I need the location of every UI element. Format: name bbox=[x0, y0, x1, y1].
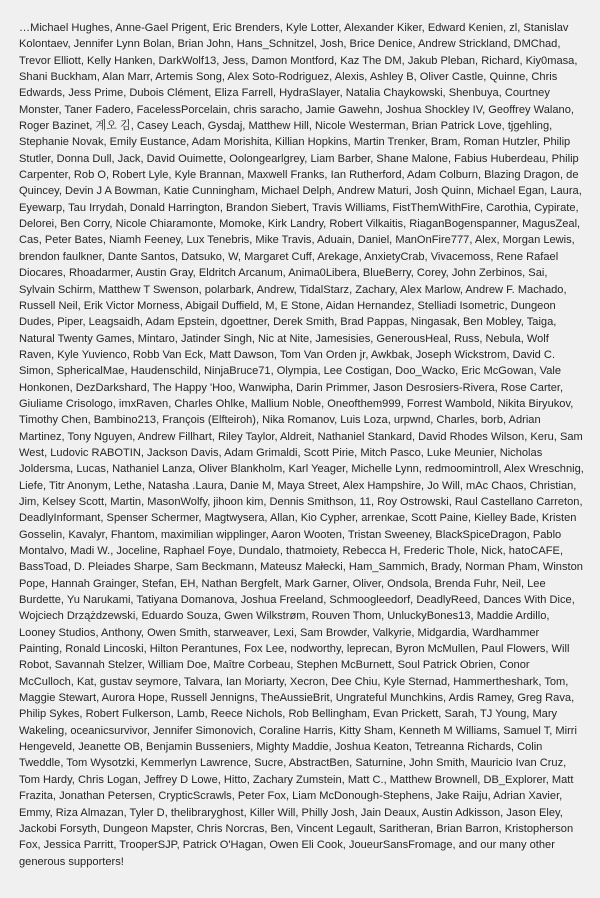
supporters-list-text: …Michael Hughes, Anne-Gael Prigent, Eric Brenders, Kyle Lotter, Alexander Kiker, Edward Kenien, zl, Stanislav Kolontaev, Jennifer Lynn Bolan, Brian John, Hans_Schnitzel, Josh, Brice Denice, Andrew Strickland, DMChad, Trevor Elliott, Kelly Hanken, DarkWolf13, Jess, Damon Montford, Kaz The DM, Jakub Pleban, Richard, Kiy0masa, Shani Buckham, Alan Marr, Artemis Song, Alex Soto-Rodriguez, Alexis, Ashley B, Oliver Castle, Quinne, Chris Edwards, Jess Prime, Dubois Clément, Eliza Farrell, HydraSlayer, Natalia Chaykowski, Shenbuya, Courtney Monster, Taner Fadero, FacelessPorcelain, chris saracho, Jamie Gawehn, Joshua Shockley IV, Geoffrey Walano, Roger Bazinet, 계오 김, Casey Leach, Gysdaj, Matthew Hill, Nicole Westerman, Brian Patrick Love, tjgehling, Stephanie Novak, Emily Eustance, Adam Morishita, Killian Hopkins, Martin Trenker, Bram, Roman Hutzler, Philip Stutler, Donna Dull, Jack, David Ouimette, Oolongearlgrey, Liam Barber, Shane Malone, Fabius Huberdeau, Philip Carpenter, Rob O, Robert Lyle, Kyle Brannan, Maxwell Franks, Ian Rutherford, Adam Colburn, Blazing Dragon, de Quincey, Devin J A Bowman, Katie Cunningham, Michael Delph, Andrew Maturi, Josh Quinn, Michael Egan, Laura, Eyewarp, Tau Irrydah, Donald Harrington, Brandon Siebert, Travis Williams, FistThemWithFire, Carothia, Cypirate, Delorei, Ben Corry, Nicole Chiaramonte, Momoke, Kirk Landry, Robert Vilkaitis, RiaganBogenspanner, MagusZeal, Cas, Peter Bates, Niamh Feeney, Lux Tenebris, Mike Travis, Aduain, Daniel, ManOnFire777, Alex, Morgan Lewis, brendon faulkner, Dante Santos, Datsuko, W, Margaret Cuff, Arekage, AnxietyCrab, Vivacemoss, Rene Rafael Diocares, Rhoadarmer, Austin Gray, Eldritch Arcanum, Anima0Libera, BlueBerry, Corey, John Zerbinos, Sai, Sylvain Schirm, Matthew T Swenson, polarbark, Andrew, TidalStarz, Zachary, Alex Marlow, Andrew F. Machado, Russell Neil, Erik Victor Morness, Abigail Duffield, M, E Stone, Aidan Hernandez, Stelliadi Isometric, Dungeon Dudes, Piper, Leagsaidh, Adam Epstein, dgoettner, Derek Smith, Brad Pappas, Ningasak, Ben Mobley, Taiga, Natural Twenty Games, Mintaro, Jatinder Singh, Nic at Nite, Jamesisies, GenerousHeal, Russ, Nebula, Wolf Raven, Kyle Yuvienco, Robb Van Eck, Matt Dawson, Tom Van Orden jr, Awkbak, Joseph Wickstrom, David C. Simon, SphericalMae, Haudenschild, NinjaBruce71, Olympia, Lee Costigan, Doo_Wacko, Eric McGowan, Vale Honkonen, DezDarkshard, The Happy 'Hoo, Wanwipha, Darin Primmer, Jason Desrosiers-Rivera, Rose Carter, Giuliame Crisologo, imxRaven, Charles Ohlke, Mallium Noble, Oneofthem999, Forrest Wambold, Nikita Biryukov, Timothy Chen, Bambino213, François (Elfteiroh), Nika Romanov, Luis Loza, urpwnd, Charles, borb, Adrian Martinez, Tony Nguyen, Andrew Fillhart, Riley Taylor, Aldreit, Nathaniel Stankard, David Rhodes Wilson, Keru, Sam West, Ludovic RABOTIN, Jackson Davis, Adam Grimaldi, Scott Pirie, Mitch Pasco, Luke Meunier, Nicholas Joldersma, Lucas, Nathaniel Lanza, Oliver Blankholm, Karl Yeager, Michelle Lynn, redmoomintroll, Alex Wreschnig, Liefe, Titr Anonym, Lethe, Natasha .Laura, Danie M, Maya Street, Alex Hampshire, Jo Will, mAc Chaos, Christian, Jim, Kelsey Scott, Martin, MasonWolfy, jihoon kim, Dennis Smithson, 11, Roy Ostrowski, Raul Castellano Carreton, DeadlyInformant, Spenser Schermer, Magtwysera, Allan, Kio Cypher, arrenkae, Scott Paine, Kielley Bade, Kristen Gosselin, Kavalyr, Fhantom, maximilian wipplinger, Aaron Wooten, Tristan Sweeney, BlackSpiceDragon, Pablo Montalvo, Madi W., Joceline, Raphael Foye, Dundalo, thatmoiety, Rebecca H, Frederic Thole, Nick, hatoCAFE, BassToad, D. Pleiades Sharpe, Sam Beckmann, Mateusz Małecki, Ham_Sammich, Brady, Norman Pham, Winston Pope, Hannah Grainger, Stefan, EH, Nathan Bergfelt, Mark Garner, Oliver, Ondsola, Brenda Fuhr, Neil, Lee Burdette, Yu Narukami, Tatiyana Domanova, Joshua Freeland, Schmoogleedorf, DeadlyReed, Dances With Dice, Wojciech Drzążdzewski, Eduardo Souza, Gwen Wilkstrøm, Rouven Thom, UnluckyBones13, Maddie Ardillo, Looney Studios, Anthony, Owen Smith, starweaver, Lexi, Sam Browder, Valkyrie, Midgardia, Wardhammer Painting, Ronald Lincoski, Hilton Perantunes, Fox Lee, nodworthy, leprecan, Byron McMullen, Paul Flowers, Will Robot, Savannah Stelzer, William Doe, Maître Corbeau, Stephen McBurnett, Soul Patrick Obrien, Conor McCulloch, Kat, gustav seymore, Talvara, Ian Moriarty, Xecron, Dee Chiu, Kyle Sternad, Hammertheshark, Tom, Maggie Stewart, Aurora Hope, Russell Jennigns, TheAussieBrit, Ungrateful Munchkins, Ardis Ramey, Greg Rava, Philip Sykes, Robert Fulkerson, Lamb, Reece Nichols, Rob Bellingham, Evan Prickett, Sarah, TJ Young, Mary Wakeling, oceanicsurvivor, Jennifer Simonovich, Coraline Harris, Kitty Sham, Kenneth M Williams, Samuel T, Mirri Hengeveld, Jeanette OB, Benjamin Busseniers, Mighty Maddie, Joshua Keaton, Tetreanna Richards, Colin Tweddle, Tom Wysotzki, Kemmerlyn Lawrence, Sucre, AbstractBen, Saturnine, John Smith, Mauricio Ivan Cruz, Tom Hardy, Chris Logan, Jeffrey D Lowe, Hitto, Zachary Zumstein, Matt C., Matthew Brownell, DB_Explorer, Matt Frazita, Jonathan Petersen, CrypticScrawls, Peter Fox, Liam McDonough-Stephens, Jake Raiju, Adrian Xavier, Emmy, Riza Almazan, Tyler D, thelibraryghost, Killer Will, Philly Josh, Jain Deaux, Austin Adkisson, Jason Eley, Jackobi Forsyth, Dungeon Mapster, Chris Norcras, Ben, Vincent Legault, Saritheran, Brian Barron, Kristopherson Fox, Jessica Parritt, TrooperSJP, Patrick O'Hagan, Owen Eli Cook, JoueurSansFromage, and our many other generous supporters! bbox=[19, 22, 584, 868]
